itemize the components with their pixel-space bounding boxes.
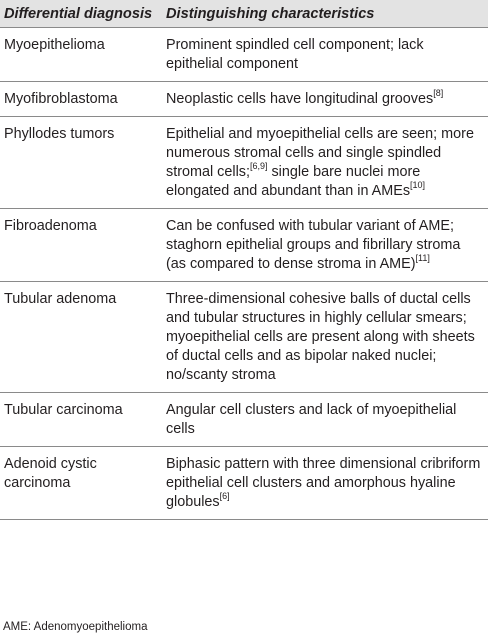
diagnosis-cell: Tubular carcinoma xyxy=(4,402,123,418)
table-row xyxy=(0,209,488,282)
table-row xyxy=(0,82,488,117)
reference-citation: [11] xyxy=(415,253,430,264)
table-row xyxy=(0,282,488,393)
reference-citation: [6] xyxy=(219,491,230,502)
characteristics-text: Biphasic pattern with three dimensional cribriform epithelial cell clusters and amorphous hyaline globules xyxy=(166,456,481,510)
reference-citation: [10] xyxy=(410,180,426,191)
characteristics-cell xyxy=(166,282,488,393)
characteristics-cell xyxy=(166,117,488,209)
characteristics-text: Neoplastic cells have longitudinal grooves xyxy=(166,91,434,107)
characteristics-cell xyxy=(166,393,488,447)
diagnosis-cell: Fibroadenoma xyxy=(4,218,97,234)
diagnosis-cell: Adenoid cystic carcinoma xyxy=(4,456,97,491)
characteristics-text: Prominent spindled cell component; lack epithelial component xyxy=(166,37,424,72)
reference-citation: [6,9] xyxy=(249,161,268,172)
diagnosis-cell: Tubular adenoma xyxy=(4,291,117,307)
table-row xyxy=(0,447,488,520)
table-body xyxy=(0,28,488,520)
characteristics-text: single bare nuclei more elongated and abundant than in AMEs xyxy=(166,164,421,199)
characteristics-text: Epithelial and myoepithelial cells are seen; more numerous stromal cells and single spindled stromal cells; xyxy=(166,126,474,180)
diagnosis-cell: Phyllodes tumors xyxy=(4,126,115,142)
diagnosis-cell: Myofibroblastoma xyxy=(4,91,118,107)
reference-citation: [8] xyxy=(433,88,444,99)
characteristics-cell xyxy=(166,447,488,520)
diagnosis-cell: Myoepithelioma xyxy=(4,37,105,53)
header-row xyxy=(0,0,488,28)
table-header xyxy=(0,0,488,28)
header-differential-diagnosis: Differential diagnosis xyxy=(4,6,153,22)
header-distinguishing-characteristics: Distinguishing characteristics xyxy=(166,6,375,22)
characteristics-cell xyxy=(166,209,488,282)
characteristics-cell xyxy=(166,82,488,117)
characteristics-cell xyxy=(166,28,488,82)
table-row xyxy=(0,117,488,209)
characteristics-text: Can be confused with tubular variant of AME; staghorn epithelial groups and fibrillary stroma (as compared to dense stroma in AME) xyxy=(166,218,461,272)
table-row xyxy=(0,393,488,447)
table-row xyxy=(0,28,488,82)
table-footnote: AME: Adenomyoepithelioma xyxy=(3,621,148,633)
characteristics-text: Angular cell clusters and lack of myoepithelial cells xyxy=(166,402,457,437)
characteristics-text: Three-dimensional cohesive balls of ductal cells and tubular structures in highly cellular smears; myoepithelial cells are present along with sheets of ductal cells and as bipolar naked nuclei; no/scanty stroma xyxy=(166,291,475,383)
